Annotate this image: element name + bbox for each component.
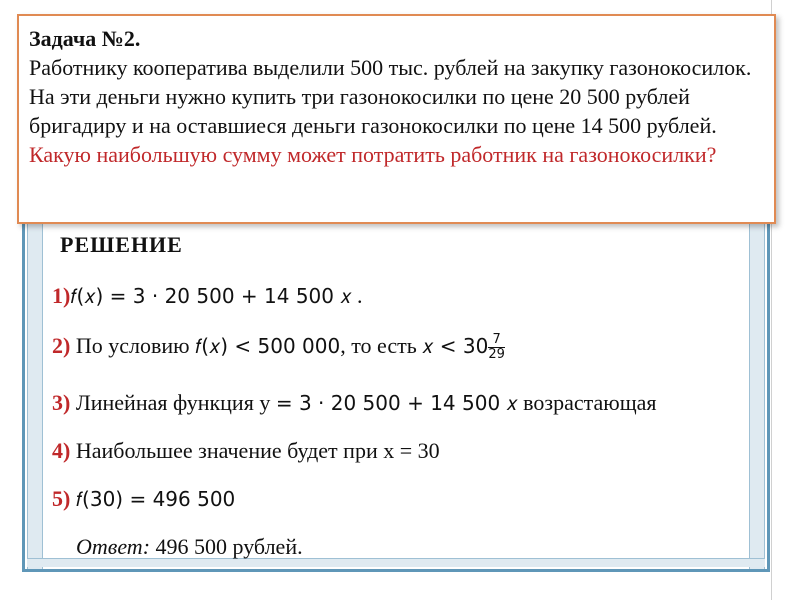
step-2 xyxy=(52,333,505,362)
task-question: Какую наибольшую сумму может потратить работник на газонокосилки? xyxy=(29,142,717,167)
step-text: По условию xyxy=(70,333,196,358)
step-number: 2) xyxy=(52,333,71,358)
step-number: 4) xyxy=(52,438,71,463)
step-4 xyxy=(52,438,440,464)
step-text: Линейная функция у xyxy=(70,390,276,415)
fraction-numerator: 7 xyxy=(488,333,505,348)
task-title: Задача №2. xyxy=(29,26,141,51)
step-tail: возрастающая xyxy=(517,390,657,415)
step-formula: = 3 · 20 500 + 14 500 𝑥 xyxy=(275,391,518,415)
answer-value: 496 500 рублей. xyxy=(150,534,303,559)
step-number: 5) xyxy=(52,486,71,511)
step-mid-text: , то есть xyxy=(340,333,423,358)
step-formula: 𝑓(30) = 496 500 xyxy=(75,487,236,511)
step-text: Наибольшее значение будет при х = 30 xyxy=(70,438,440,463)
answer-label: Ответ: xyxy=(76,534,151,559)
step-formula: 𝑓(𝑥) < 500 000 xyxy=(195,334,341,358)
step-1 xyxy=(52,283,363,309)
step-5 xyxy=(52,486,235,512)
solution-heading: РЕШЕНИЕ xyxy=(60,232,183,257)
step-inequality: 𝑥 < 30 xyxy=(422,334,489,358)
fraction xyxy=(488,333,505,362)
step-number: 1) xyxy=(52,283,71,308)
fraction-denominator: 29 xyxy=(488,347,505,363)
step-number: 3) xyxy=(52,390,71,415)
step-tail: . xyxy=(351,283,363,308)
step-3 xyxy=(52,390,657,416)
task-text: Работнику кооператива выделили 500 тыс. рублей на закупку газонокосилок. На эти деньги нужно купить три газонокосилки по цене 20 500 рублей бригадиру и на оставшиеся деньги газонокосилки по цене 14 500 рублей. xyxy=(29,55,752,138)
answer-line xyxy=(76,534,303,560)
task-box xyxy=(17,14,776,224)
step-formula: 𝑓(𝑥) = 3 · 20 500 + 14 500 𝑥 xyxy=(70,284,352,308)
